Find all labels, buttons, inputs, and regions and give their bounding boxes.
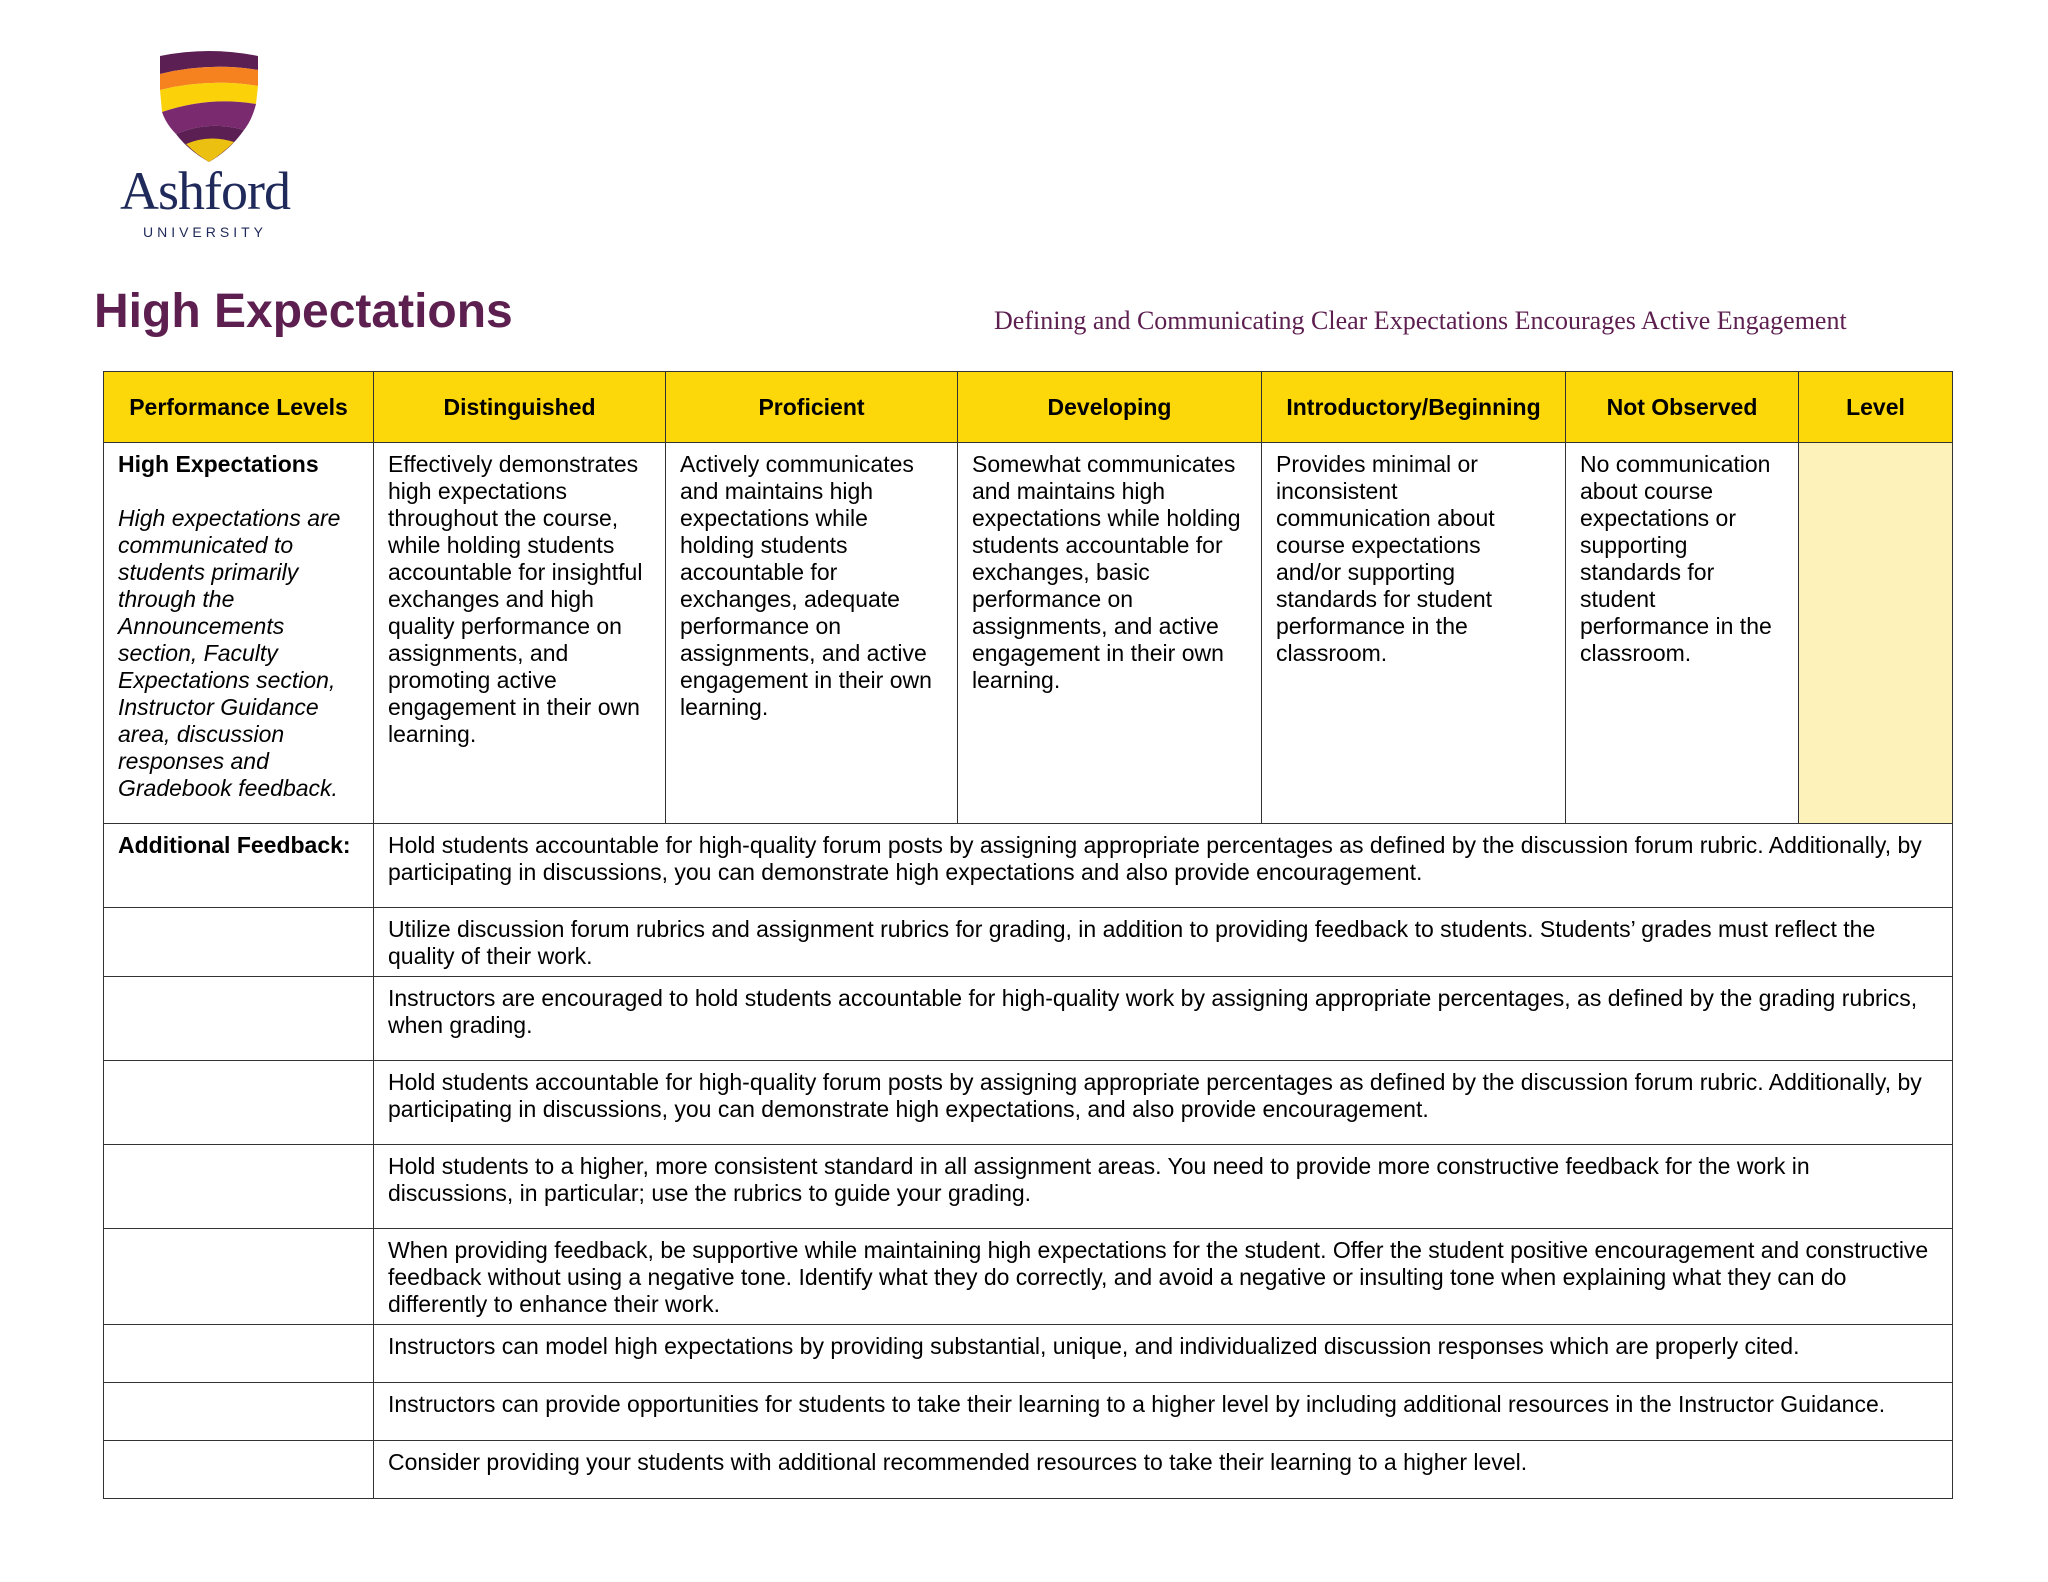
logo-wordmark: Ashford (120, 161, 290, 221)
feedback-row (104, 1383, 1953, 1441)
feedback-text: Instructors are encouraged to hold students accountable for high-quality work by assigning appropriate percentages, as defined by the grading rubrics, when grading. (374, 977, 1953, 1061)
feedback-text: Hold students accountable for high-quality forum posts by assigning appropriate percentages as defined by the discussion forum rubric. Additionally, by participating in discussions, you can demonstrate high expectations and also provide encouragement. (374, 824, 1953, 908)
feedback-row (104, 1441, 1953, 1499)
ashford-logo (100, 50, 320, 240)
feedback-row (104, 1061, 1953, 1145)
feedback-label-empty (104, 1229, 374, 1325)
shield-logo-icon (156, 50, 262, 164)
header-developing: Developing (958, 372, 1262, 443)
level-distinguished-text: Effectively demonstrates high expectations throughout the course, while holding students accountable for insightful exchanges and high quality performance on assignments, and promoting active engagement in their own learning. (374, 443, 666, 824)
level-proficient-text: Actively communicates and maintains high expectations while holding students accountable for exchanges, adequate performance on assignments, and active engagement in their own learning. (666, 443, 958, 824)
logo-subtext: UNIVERSITY (142, 224, 267, 240)
feedback-row (104, 824, 1953, 908)
feedback-row (104, 908, 1953, 977)
feedback-text: Consider providing your students with additional recommended resources to take their learning to a higher level. (374, 1441, 1953, 1499)
feedback-label-empty (104, 1145, 374, 1229)
feedback-label-empty (104, 908, 374, 977)
header-level: Level (1799, 372, 1953, 443)
feedback-label-empty (104, 1441, 374, 1499)
feedback-row (104, 1325, 1953, 1383)
feedback-label-empty (104, 1061, 374, 1145)
page-subtitle: Defining and Communicating Clear Expectations Encourages Active Engagement (994, 306, 1847, 335)
feedback-text: Hold students to a higher, more consistent standard in all assignment areas. You need to provide more constructive feedback for the work in discussions, in particular; use the rubrics to guide your grading. (374, 1145, 1953, 1229)
feedback-text: Instructors can provide opportunities for students to take their learning to a higher level by including additional resources in the Instructor Guidance. (374, 1383, 1953, 1441)
page-title: High Expectations (94, 285, 513, 338)
feedback-text: Utilize discussion forum rubrics and assignment rubrics for grading, in addition to providing feedback to students. Students’ grades must reflect the quality of their work. (374, 908, 1953, 977)
feedback-label-empty (104, 1325, 374, 1383)
feedback-row (104, 977, 1953, 1061)
header-introductory: Introductory/Beginning (1262, 372, 1566, 443)
header-not-observed: Not Observed (1566, 372, 1799, 443)
feedback-text: Hold students accountable for high-quality forum posts by assigning appropriate percentages as defined by the discussion forum rubric. Additionally, by participating in discussions, you can demonstrate high expectations, and also provide encouragement. (374, 1061, 1953, 1145)
feedback-row (104, 1145, 1953, 1229)
criterion-description: High expectations are communicated to students primarily through the Announcements section, Faculty Expectations section, Instructor Guidance area, discussion responses and Gradebook feedback. (118, 505, 341, 801)
criterion-title: High Expectations (118, 451, 319, 477)
feedback-row (104, 1229, 1953, 1325)
criterion-cell (104, 443, 374, 824)
level-developing-text: Somewhat communicates and maintains high expectations while holding students accountable for exchanges, basic performance on assignments, and active engagement in their own learning. (958, 443, 1262, 824)
criterion-row (104, 443, 1953, 824)
level-score-cell[interactable] (1799, 443, 1953, 824)
feedback-text: Instructors can model high expectations by providing substantial, unique, and individualized discussion responses which are properly cited. (374, 1325, 1953, 1383)
header-performance-levels: Performance Levels (104, 372, 374, 443)
additional-feedback-label: Additional Feedback: (104, 824, 374, 908)
rubric-table (103, 371, 1953, 1499)
level-not-observed-text: No communication about course expectations or supporting standards for student performance in the classroom. (1566, 443, 1799, 824)
level-introductory-text: Provides minimal or inconsistent communication about course expectations and/or supporting standards for student performance in the classroom. (1262, 443, 1566, 824)
feedback-text: When providing feedback, be supportive while maintaining high expectations for the student. Offer the student positive encouragement and constructive feedback without using a negative tone. Identify what they do correctly, and avoid a negative or insulting tone when explaining what they can do differently to enhance their work. (374, 1229, 1953, 1325)
feedback-label-empty (104, 977, 374, 1061)
header-distinguished: Distinguished (374, 372, 666, 443)
header-proficient: Proficient (666, 372, 958, 443)
feedback-label-empty (104, 1383, 374, 1441)
table-header-row (104, 372, 1953, 443)
